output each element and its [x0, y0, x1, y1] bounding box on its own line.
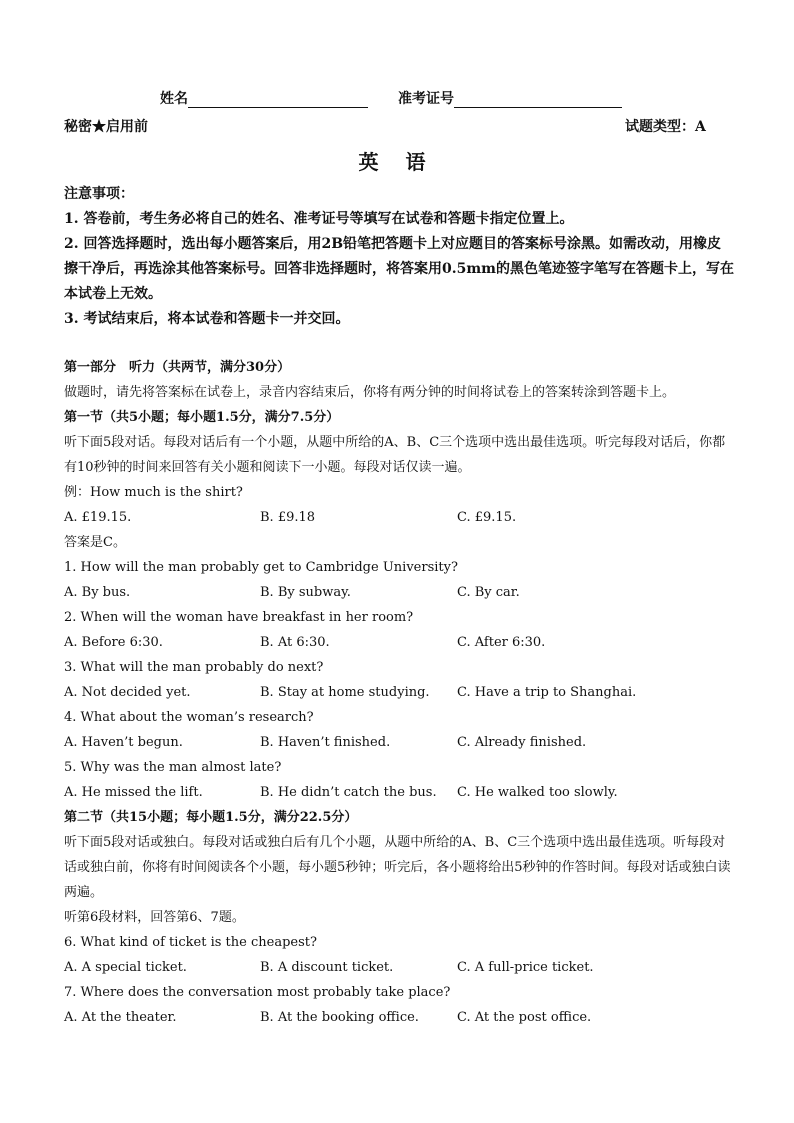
question-options	[64, 1005, 734, 1030]
name-blank	[188, 92, 368, 108]
option-c: C. After 6:30.	[457, 635, 546, 650]
question-options	[64, 730, 734, 755]
section2-intro: 听下面5段对话或独白。每段对话或独白后有几个小题，从题中所给的A、B、C三个选项中选出最佳选项。听每段对话或独白前，你将有时间阅读各个小题，每小题5秒钟；听完后，各小题将给出5秒钟的作答时间。每段对话或独白读两遍。	[64, 835, 731, 900]
option-b: B. At 6:30.	[260, 635, 330, 650]
section1-heading: 第一节（共5小题；每小题1.5分，满分7.5分）	[64, 410, 340, 425]
section1-intro: 听下面5段对话。每段对话后有一个小题，从题中所给的A、B、C三个选项中选出最佳选项。听完每段对话后，你都有10秒钟的时间来回答有关小题和阅读下一小题。每段对话仅读一遍。	[64, 435, 726, 475]
question: 4. What about the woman’s research?	[64, 710, 314, 725]
exam-type: 试题类型：A	[625, 119, 706, 135]
section2-heading: 第二节（共15小题；每小题1.5分，满分22.5分）	[64, 810, 358, 825]
option-a: A. Before 6:30.	[64, 635, 163, 650]
material-note: 听第6段材料，回答第6、7题。	[64, 910, 245, 925]
option-b: B. By subway.	[260, 585, 351, 600]
question-options	[64, 630, 734, 655]
notice-item: 1. 答卷前，考生务必将自己的姓名、准考证号等填写在试卷和答题卡指定位置上。	[64, 211, 574, 227]
question-options	[64, 680, 734, 705]
question: 3. What will the man probably do next?	[64, 660, 324, 675]
part-intro: 做题时，请先将答案标在试卷上，录音内容结束后，你将有两分钟的时间将试卷上的答案转涂到答题卡上。	[64, 385, 676, 400]
example-options	[64, 505, 734, 530]
question-options	[64, 580, 734, 605]
part-heading: 第一部分 听力（共两节，满分30分）	[64, 360, 291, 375]
notice-item: 2. 回答选择题时，选出每小题答案后，用2B铅笔把答题卡上对应题目的答案标号涂黑。如需改动，用橡皮擦干净后，再选涂其他答案标号。回答非选择题时，将答案用0.5mm的黑色笔迹签字笔写在答题卡上，写在本试卷上无效。	[64, 236, 734, 302]
question-options	[64, 780, 734, 805]
question: 2. When will the woman have breakfast in her room?	[64, 610, 414, 625]
question: 6. What kind of ticket is the cheapest?	[64, 935, 317, 950]
option-c: C. £9.15.	[457, 510, 517, 525]
option-c: C. Already finished.	[457, 735, 587, 750]
option-b: B. He didn’t catch the bus.	[260, 785, 437, 800]
example-answer: 答案是C。	[64, 535, 126, 550]
option-b: B. A discount ticket.	[260, 960, 394, 975]
option-c: C. By car.	[457, 585, 520, 600]
option-c: C. A full-price ticket.	[457, 960, 594, 975]
listening-part	[64, 355, 734, 1030]
option-b: B. Haven’t finished.	[260, 735, 391, 750]
option-a: A. £19.15.	[64, 510, 132, 525]
option-b: B. At the booking office.	[260, 1010, 419, 1025]
option-a: A. He missed the lift.	[64, 785, 203, 800]
id-blank	[454, 92, 622, 108]
option-a: A. Haven’t begun.	[64, 735, 183, 750]
option-c: C. He walked too slowly.	[457, 785, 618, 800]
option-b: B. Stay at home studying.	[260, 685, 430, 700]
question-options	[64, 955, 734, 980]
option-a: A. Not decided yet.	[64, 685, 191, 700]
notice-heading: 注意事项：	[64, 186, 134, 202]
question: 1. How will the man probably get to Cambridge University?	[64, 560, 458, 575]
example-question: 例：How much is the shirt?	[64, 485, 243, 500]
question: 7. Where does the conversation most probably take place?	[64, 985, 451, 1000]
id-label: 准考证号	[398, 91, 454, 107]
option-c: C. Have a trip to Shanghai.	[457, 685, 637, 700]
option-b: B. £9.18	[260, 510, 316, 525]
option-a: A. At the theater.	[64, 1010, 177, 1025]
question: 5. Why was the man almost late?	[64, 760, 282, 775]
page-title: 英 语	[358, 150, 436, 174]
option-c: C. At the post office.	[457, 1010, 592, 1025]
candidate-info-line	[160, 88, 622, 108]
option-a: A. By bus.	[64, 585, 131, 600]
secret-mark: 秘密★启用前	[64, 119, 148, 135]
notice-item: 3. 考试结束后，将本试卷和答题卡一并交回。	[64, 311, 350, 327]
name-label: 姓名	[160, 91, 188, 107]
option-a: A. A special ticket.	[64, 960, 187, 975]
notice-block	[64, 182, 734, 332]
